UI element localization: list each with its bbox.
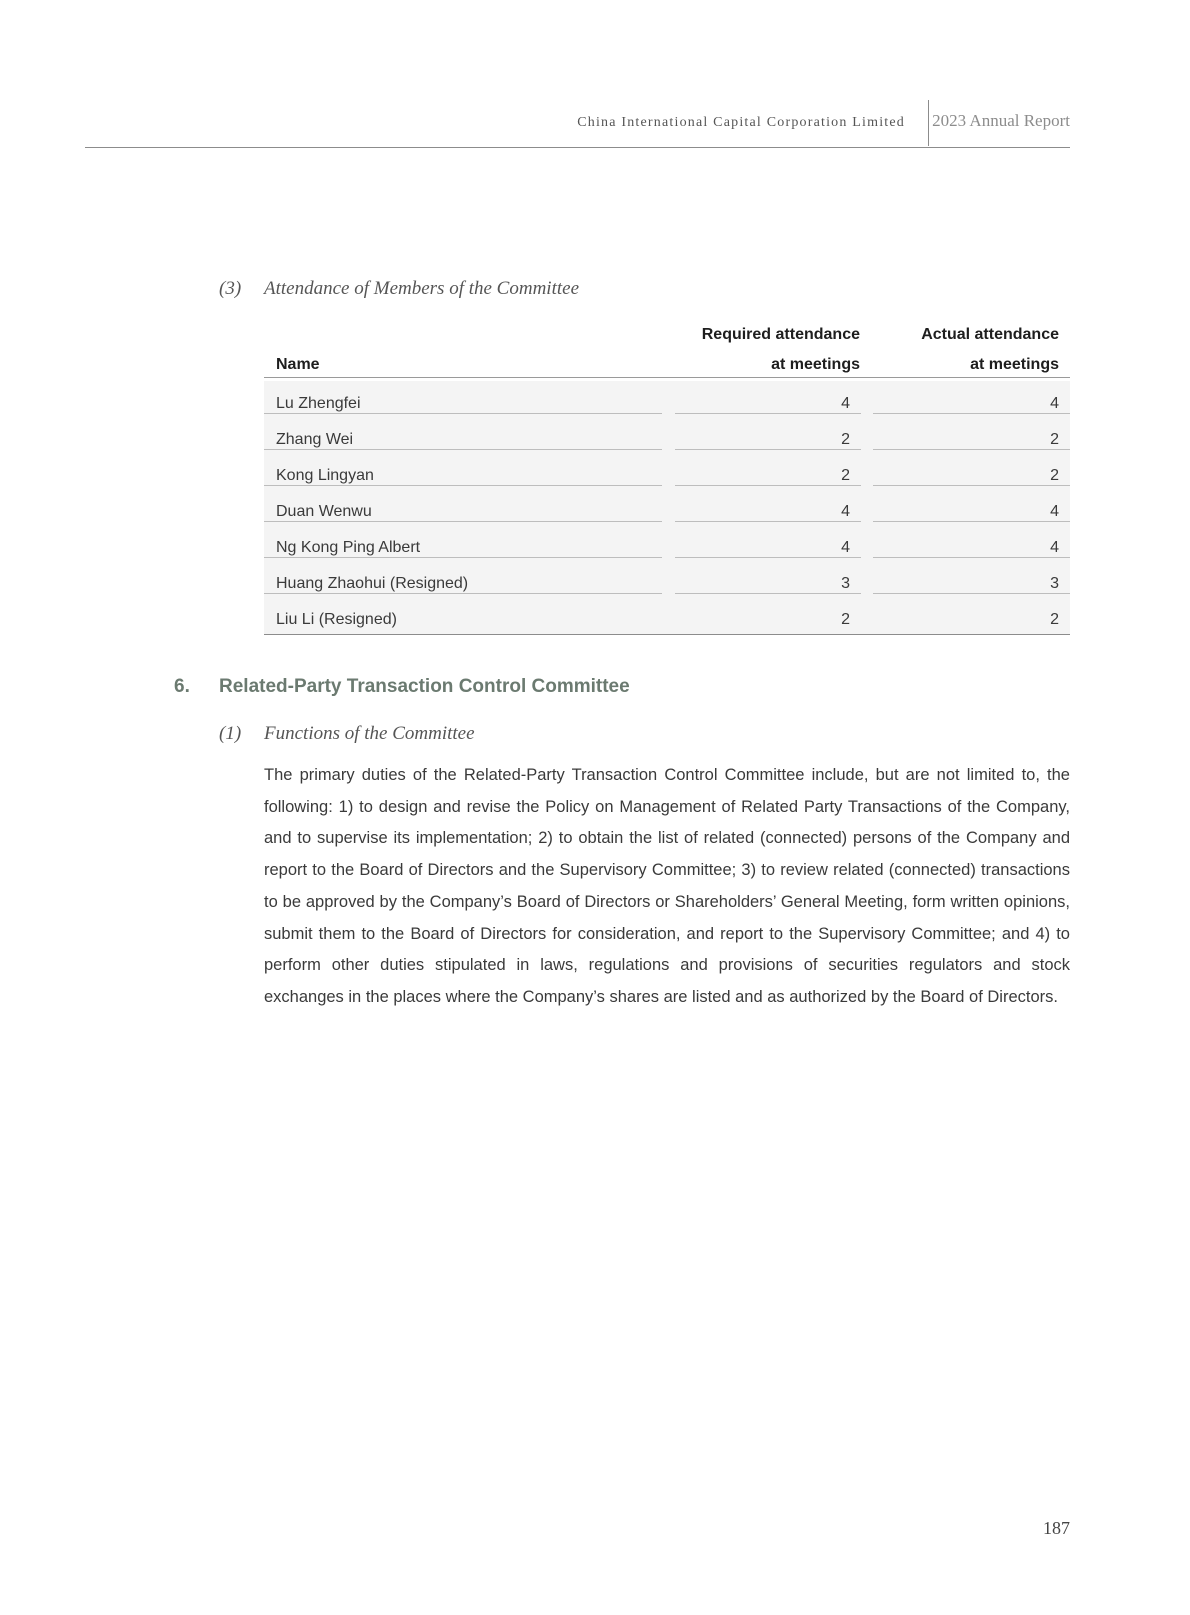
member-name: Zhang Wei <box>264 417 662 450</box>
column-header-required <box>674 320 860 380</box>
actual-attendance: 4 <box>873 381 1070 414</box>
functions-subheading-title: Functions of the Committee <box>264 723 475 744</box>
functions-subheading-number: (1) <box>219 723 242 744</box>
section-title: Related-Party Transaction Control Committee <box>219 676 630 697</box>
section-number: 6. <box>174 676 190 697</box>
actual-attendance: 2 <box>873 453 1070 486</box>
column-header-actual-line1: Actual attendance <box>921 326 1059 343</box>
table-row <box>264 489 1070 525</box>
actual-attendance: 2 <box>1050 611 1059 628</box>
member-name: Liu Li (Resigned) <box>276 611 397 628</box>
column-header-name: Name <box>276 356 320 373</box>
header-company-name: China International Capital Corporation Limited <box>577 115 905 130</box>
attendance-table <box>264 320 1070 628</box>
table-row <box>264 381 1070 417</box>
member-name: Duan Wenwu <box>264 489 662 522</box>
page-header <box>85 100 1070 148</box>
required-attendance: 2 <box>841 611 850 628</box>
table-row <box>264 597 1070 633</box>
attendance-table-body <box>264 381 1070 635</box>
actual-attendance: 4 <box>873 525 1070 558</box>
table-row <box>264 525 1070 561</box>
required-attendance: 4 <box>675 489 861 522</box>
table-row <box>264 453 1070 489</box>
actual-attendance: 4 <box>873 489 1070 522</box>
header-report-title: 2023 Annual Report <box>932 111 1070 130</box>
table-row <box>264 417 1070 453</box>
column-header-actual <box>874 320 1059 380</box>
member-name: Huang Zhaohui (Resigned) <box>264 561 662 594</box>
attendance-table-header <box>264 320 1070 378</box>
required-attendance: 4 <box>675 525 861 558</box>
column-header-required-line2: at meetings <box>771 356 860 373</box>
header-divider <box>928 100 929 146</box>
column-header-actual-line2: at meetings <box>970 356 1059 373</box>
required-attendance: 2 <box>675 453 861 486</box>
page-number: 187 <box>1043 1518 1070 1538</box>
actual-attendance: 3 <box>873 561 1070 594</box>
table-row <box>264 561 1070 597</box>
attendance-subheading-title: Attendance of Members of the Committee <box>264 278 580 299</box>
required-attendance: 4 <box>675 381 861 414</box>
functions-paragraph: The primary duties of the Related-Party Transaction Control Committee include, but are not limited to, the following: 1) to design and revise the Policy on Management of Related Party Transactions of the Company, and to supervise its implementation; 2) to obtain the list of related (connected) persons of the Company and report to the Board of Directors and the Supervisory Committee; 3) to review related (connected) transactions to be approved by the Company’s Board of Directors or Shareholders’ General Meeting, form written opinions, submit them to the Board of Directors for consideration, and report to the Supervisory Committee; and 4) to perform other duties stipulated in laws, regulations and provisions of securities regulators and stock exchanges in the places where the Company’s shares are listed and as authorized by the Board of Directors. <box>264 766 1070 1006</box>
actual-attendance: 2 <box>873 417 1070 450</box>
required-attendance: 3 <box>675 561 861 594</box>
member-name: Lu Zhengfei <box>264 381 662 414</box>
required-attendance: 2 <box>675 417 861 450</box>
column-header-required-line1: Required attendance <box>701 326 860 343</box>
member-name: Kong Lingyan <box>264 453 662 486</box>
member-name: Ng Kong Ping Albert <box>264 525 662 558</box>
attendance-subheading-number: (3) <box>219 278 242 299</box>
